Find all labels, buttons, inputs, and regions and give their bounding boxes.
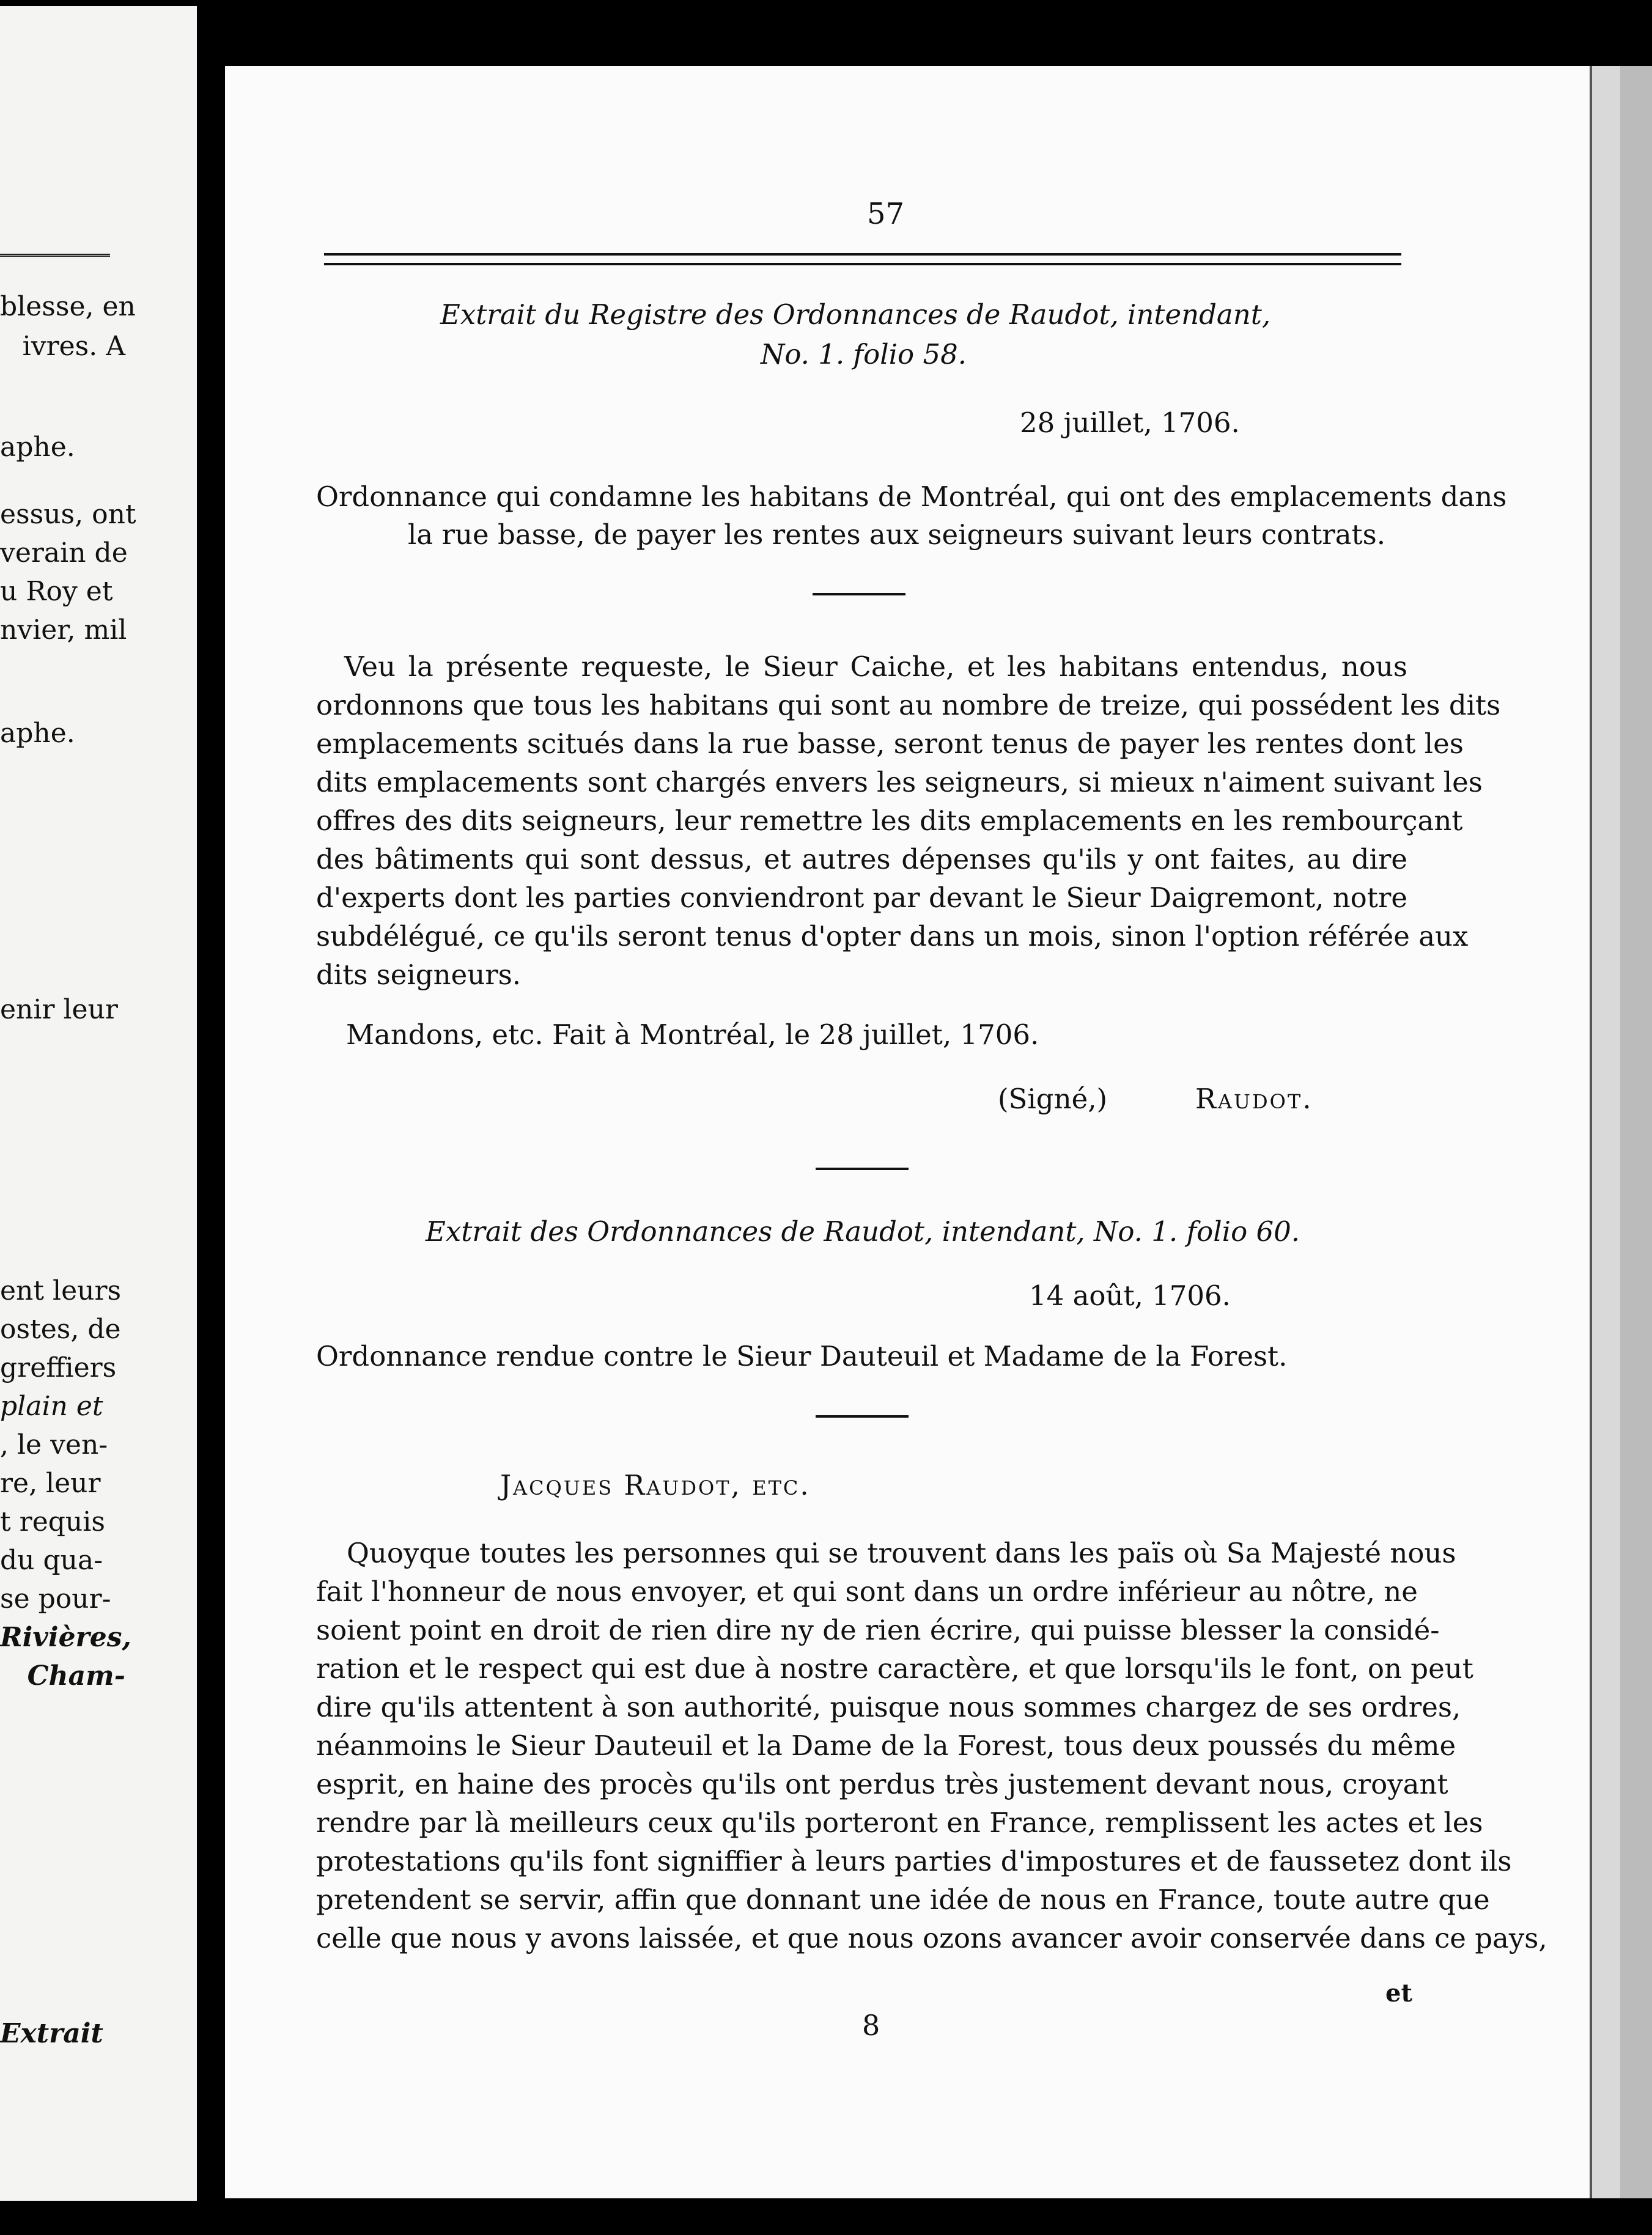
section1-title: Extrait du Registre des Ordonnances de Raudot, intendant, bbox=[440, 298, 1271, 331]
section1-summary-line2: la rue basse, de payer les rentes aux seigneurs suivant leurs contrats. bbox=[408, 518, 1386, 551]
section2-title: Extrait des Ordonnances de Raudot, intendant, No. 1. folio 60. bbox=[426, 1215, 1300, 1248]
body-line: rendre par là meilleurs ceux qu'ils porteront en France, remplissent les actes et les bbox=[316, 1806, 1483, 1839]
body-line: soient point en droit de rien dire ny de rien écrire, qui puisse blesser la considé- bbox=[316, 1614, 1440, 1646]
signed-label: (Signé,) bbox=[998, 1083, 1108, 1115]
left-page-fragment bbox=[0, 6, 197, 2201]
page-edge-shadow bbox=[1620, 66, 1652, 2198]
left-line: Rivières, bbox=[0, 1622, 131, 1653]
body-line: néanmoins le Sieur Dauteuil et la Dame de la Forest, tous deux poussés du même bbox=[316, 1729, 1456, 1762]
left-line: t requis bbox=[0, 1506, 105, 1537]
left-line: enir leur bbox=[0, 994, 118, 1025]
separator bbox=[816, 1168, 909, 1170]
header-rule bbox=[324, 253, 1401, 265]
left-line: ent leurs bbox=[0, 1275, 122, 1306]
left-line: Cham- bbox=[27, 1660, 125, 1692]
left-line: blesse, en bbox=[0, 291, 136, 322]
body-line: pretendent se servir, affin que donnant une idée de nous en France, toute autre que bbox=[316, 1883, 1490, 1916]
section1-date: 28 juillet, 1706. bbox=[1020, 407, 1240, 439]
left-line: verain de bbox=[0, 537, 128, 569]
body-line: protestations qu'ils font signiffier à leurs parties d'impostures et de faussetez dont ils bbox=[316, 1845, 1512, 1877]
body-line: dits emplacements sont chargés envers les seigneurs, si mieux n'aiment suivant les bbox=[316, 766, 1483, 798]
left-line: re, leur bbox=[0, 1468, 101, 1499]
body-line: ordonnons que tous les habitans qui sont au nombre de treize, qui possédent les dits bbox=[316, 689, 1501, 721]
left-line: aphe. bbox=[0, 718, 75, 749]
left-line: u Roy et bbox=[0, 576, 113, 607]
section1-title-line2: No. 1. folio 58. bbox=[761, 338, 967, 370]
left-line: aphe. bbox=[0, 432, 75, 463]
body-line: subdélégué, ce qu'ils seront tenus d'opter dans un mois, sinon l'option référée aux bbox=[316, 920, 1469, 952]
section1-summary: Ordonnance qui condamne les habitans de Montréal, qui ont des emplacements dans bbox=[316, 481, 1507, 513]
body-line: dits seigneurs. bbox=[316, 959, 522, 991]
body-line: celle que nous y avons laissée, et que nous ozons avancer avoir conservée dans ce pays, bbox=[316, 1922, 1547, 1954]
catchword: et bbox=[1385, 1979, 1412, 2008]
left-rule bbox=[0, 254, 110, 257]
body-line: d'experts dont les parties conviendront par devant le Sieur Daigremont, notre bbox=[316, 882, 1407, 914]
left-line: plain et bbox=[0, 1391, 103, 1422]
section1-closing: Mandons, etc. Fait à Montréal, le 28 juillet, 1706. bbox=[346, 1018, 1039, 1051]
body-line: esprit, en haine des procès qu'ils ont perdus très justement devant nous, croyant bbox=[316, 1768, 1448, 1800]
body-line: offres des dits seigneurs, leur remettre les dits emplacements en les rembourçant bbox=[316, 805, 1463, 837]
body-line: ration et le respect qui est due à nostre caractère, et que lorsqu'ils le font, on peut bbox=[316, 1652, 1473, 1685]
left-line: greffiers bbox=[0, 1352, 117, 1383]
signer-name: Raudot. bbox=[1195, 1083, 1313, 1115]
left-line: essus, ont bbox=[0, 499, 136, 530]
main-page bbox=[225, 66, 1590, 2198]
left-line: ivres. A bbox=[22, 331, 125, 362]
author-heading: Jacques Raudot, etc. bbox=[500, 1469, 811, 1501]
section2-summary: Ordonnance rendue contre le Sieur Dauteuil et Madame de la Forest. bbox=[316, 1340, 1288, 1372]
separator bbox=[816, 1415, 909, 1418]
left-line: ostes, de bbox=[0, 1314, 121, 1345]
page-number: 57 bbox=[867, 197, 905, 231]
body-line: des bâtiments qui sont dessus, et autres dépenses qu'ils y ont faites, au dire bbox=[316, 843, 1407, 875]
left-line: , le ven- bbox=[0, 1429, 108, 1460]
left-line: se pour- bbox=[0, 1583, 111, 1615]
body-line: Veu la présente requeste, le Sieur Caiche, et les habitans entendus, nous bbox=[344, 650, 1407, 683]
body-line: emplacements scitués dans la rue basse, seront tenus de payer les rentes dont les bbox=[316, 727, 1464, 760]
body-line: dire qu'ils attentent à son authorité, puisque nous sommes chargez de ses ordres, bbox=[316, 1691, 1461, 1723]
book-gutter bbox=[197, 0, 226, 2235]
body-line: Quoyque toutes les personnes qui se trouvent dans les païs où Sa Majesté nous bbox=[347, 1537, 1456, 1569]
separator bbox=[813, 593, 905, 595]
section2-date: 14 août, 1706. bbox=[1029, 1280, 1231, 1312]
body-line: fait l'honneur de nous envoyer, et qui sont dans un ordre inférieur au nôtre, ne bbox=[316, 1575, 1418, 1608]
left-line: nvier, mil bbox=[0, 614, 127, 646]
signature-mark: 8 bbox=[862, 2009, 880, 2042]
left-line: du qua- bbox=[0, 1545, 103, 1576]
left-line: Extrait bbox=[0, 2018, 103, 2049]
